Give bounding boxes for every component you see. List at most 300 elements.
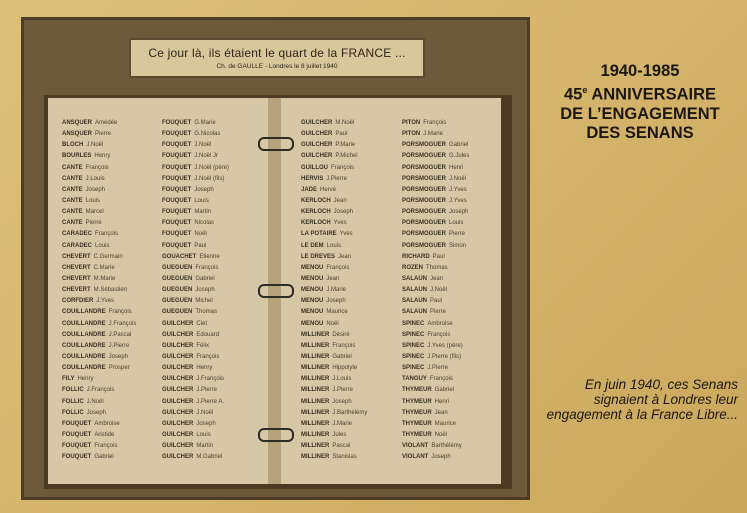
surname: MILLINER (301, 342, 330, 349)
given-name: Joseph (194, 186, 214, 193)
name-entry (301, 151, 407, 162)
surname: FOUQUET (162, 164, 192, 171)
binder-ring-top (258, 137, 294, 151)
name-entry (301, 285, 407, 296)
surname: CHEVERT (62, 275, 91, 282)
given-name: Gabriel (449, 142, 469, 149)
given-name: Paul (432, 253, 445, 260)
given-name: Joseph (431, 454, 451, 461)
surname: PITON (402, 131, 421, 138)
title-line-3: DES SENANS (586, 123, 694, 142)
name-entry (402, 330, 508, 341)
name-entry (402, 196, 508, 207)
surname: FOUQUET (162, 197, 192, 204)
surname: GUILCHER (301, 131, 333, 138)
name-entry (402, 285, 508, 296)
given-name: J.Noël (196, 409, 214, 416)
name-entry (402, 430, 508, 441)
surname: GUEGUEN (162, 275, 193, 282)
surname: COUILLANDRE (62, 309, 106, 316)
name-entry (162, 196, 268, 207)
surname: MENOU (301, 275, 324, 282)
name-entry (301, 207, 407, 218)
surname: MILLINER (301, 454, 330, 461)
given-name: François (196, 353, 220, 360)
surname: FOUQUET (162, 242, 192, 249)
surname: KERLOCH (301, 220, 331, 227)
given-name: P.Michel (335, 153, 358, 160)
given-name: Louis (85, 197, 101, 204)
name-entry (162, 430, 268, 441)
name-entry (162, 229, 268, 240)
given-name: J.Pierre (427, 365, 449, 372)
given-name: J.Yves (449, 197, 467, 204)
name-entry (62, 385, 168, 396)
name-entry (301, 163, 407, 174)
surname: FOUQUET (62, 431, 92, 438)
given-name: J.Marie (326, 287, 347, 294)
given-name: J.François (196, 376, 225, 383)
given-name: J.Pierre (326, 175, 347, 182)
name-entry (301, 174, 407, 185)
given-name: Etienne (199, 253, 220, 260)
name-entry (162, 129, 268, 140)
name-entry (162, 140, 268, 151)
surname: BOURLES (62, 153, 92, 160)
given-name: Joseph (85, 186, 106, 193)
given-name: François (326, 264, 350, 271)
surname: CORFDIER (62, 298, 94, 305)
surname: COUILLANDRE (62, 353, 106, 360)
given-name: J.Pierre (108, 342, 130, 349)
title-line-1 (552, 81, 728, 105)
name-entry (162, 385, 268, 396)
surname: PITON (402, 120, 421, 126)
given-name: C.Germain (93, 253, 123, 260)
title-ordinal-suffix: e (582, 85, 588, 95)
name-entry (402, 307, 508, 318)
name-column-3 (301, 118, 407, 463)
surname: GUILCHER (162, 398, 194, 405)
surname: PORSMOGUER (402, 231, 447, 238)
given-name: Joseph (195, 287, 215, 294)
name-entry (62, 452, 168, 463)
binder-ring-middle (258, 284, 294, 298)
name-entry (402, 129, 508, 140)
given-name: Yves (339, 231, 353, 238)
surname: SPINEC (402, 353, 425, 360)
given-name: Thomas (195, 309, 218, 316)
name-entry (162, 352, 268, 363)
given-name: J.Marie (423, 131, 443, 138)
given-name: Désiré (332, 331, 350, 338)
surname: FOLLIC (62, 409, 84, 416)
surname: GUILCHER (162, 454, 194, 461)
given-name: J.Pierre (fils) (427, 353, 462, 360)
name-entry (162, 441, 268, 452)
surname: CANTE (62, 209, 83, 216)
name-entry (301, 408, 407, 419)
surname: MENOU (301, 309, 324, 316)
surname: FOUQUET (162, 131, 192, 138)
surname: COUILLANDRE (62, 331, 106, 338)
given-name: J.Noël (86, 398, 104, 405)
surname: MILLINER (301, 365, 330, 372)
given-name: J.Louis (85, 175, 105, 182)
surname: THYMEUR (402, 387, 432, 394)
given-name: Pascal (332, 443, 351, 450)
name-entry (62, 229, 168, 240)
surname: MILLINER (301, 398, 330, 405)
name-entry (62, 352, 168, 363)
given-name: C.Marie (93, 264, 115, 271)
caption-text: En juin 1940, ces Senans signaient à Londres leur engagement à la France Libre... (546, 377, 738, 422)
surname: GUILCHER (162, 353, 194, 360)
surname: CANTE (62, 164, 83, 171)
name-entry (301, 352, 407, 363)
surname: SALAUN (402, 298, 427, 305)
given-name: Joseph (86, 409, 107, 416)
given-name: Jean (434, 409, 448, 416)
name-entry (162, 263, 268, 274)
name-entry (301, 374, 407, 385)
name-entry (402, 397, 508, 408)
surname: CANTE (62, 175, 83, 182)
name-entry (301, 319, 407, 330)
name-entry (301, 430, 407, 441)
name-entry (402, 151, 508, 162)
surname: FOUQUET (162, 220, 192, 227)
surname: SALAUN (402, 275, 427, 282)
name-entry (162, 307, 268, 318)
given-name: Gabriel (195, 275, 215, 282)
given-name: François (195, 264, 219, 271)
name-entry (162, 408, 268, 419)
given-name: Jean (326, 275, 340, 282)
surname: CARADEC (62, 242, 92, 249)
name-entry (301, 363, 407, 374)
surname: SPINEC (402, 365, 425, 372)
name-entry (162, 319, 268, 330)
given-name: Noël (434, 431, 448, 438)
name-entry (402, 374, 508, 385)
book-page-left (48, 98, 268, 484)
given-name: Ambroise (94, 420, 120, 427)
surname: FOUQUET (162, 175, 192, 182)
name-entry (62, 241, 168, 252)
surname: FOLLIC (62, 398, 84, 405)
given-name: François (94, 443, 118, 450)
given-name: Maurice (434, 420, 457, 427)
name-entry (162, 252, 268, 263)
given-name: Barthélémy (431, 443, 462, 450)
surname: ROZEN (402, 264, 423, 271)
name-entry (301, 397, 407, 408)
name-entry (162, 452, 268, 463)
given-name: Jean (338, 253, 352, 260)
surname: COUILLANDRE (62, 342, 106, 349)
given-name: Louis (449, 220, 464, 227)
given-name: François (332, 342, 356, 349)
given-name: Gabriel (434, 387, 455, 394)
surname: GOUACHET (162, 253, 197, 260)
surname: MENOU (301, 298, 324, 305)
given-name: G.Jules (449, 153, 470, 160)
given-name: François (429, 376, 453, 383)
surname: PORSMOGUER (402, 164, 447, 171)
surname: GUILCHER (301, 120, 333, 126)
given-name: J.Noël (86, 142, 104, 149)
surname: MILLINER (301, 409, 330, 416)
name-entry (402, 296, 508, 307)
given-name: Jules (332, 431, 347, 438)
name-entry (62, 285, 168, 296)
name-entry (301, 218, 407, 229)
surname: ANSQUER (62, 131, 93, 138)
given-name: Hervé (320, 186, 337, 193)
given-name: Prosper (108, 365, 130, 372)
title-anniversaire: ANNIVERSAIRE (587, 85, 717, 104)
given-name: Paul (430, 298, 443, 305)
name-entry (162, 151, 268, 162)
surname: GUEGUEN (162, 264, 193, 271)
surname: MENOU (301, 287, 324, 294)
name-column-4 (402, 118, 508, 463)
given-name: François (108, 309, 132, 316)
surname: CHEVERT (62, 264, 91, 271)
given-name: Henri (449, 164, 464, 171)
given-name: Martin (196, 443, 214, 450)
name-entry (62, 174, 168, 185)
given-name: Edouard (196, 331, 220, 338)
name-entry (301, 296, 407, 307)
surname: PORSMOGUER (402, 186, 447, 193)
surname: KERLOCH (301, 197, 331, 204)
given-name: Nicolas (194, 220, 215, 227)
surname: SALAUN (402, 287, 427, 294)
surname: PORSMOGUER (402, 209, 447, 216)
surname: GUILCHER (162, 443, 194, 450)
given-name: Noël (194, 231, 207, 238)
binder-ring-bottom (258, 428, 294, 442)
name-column-2 (162, 118, 268, 463)
surname: JADE (301, 186, 318, 193)
name-entry (301, 229, 407, 240)
quote-attribution: Ch. de GAULLE - Londres le 8 juillet 1940 (216, 63, 338, 70)
name-entry (402, 163, 508, 174)
given-name: François (95, 231, 119, 238)
given-name: Félix (196, 342, 210, 349)
given-name: M.Sébastien (93, 287, 128, 294)
name-entry (301, 330, 407, 341)
surname: GUEGUEN (162, 309, 193, 316)
given-name: Louis (194, 197, 209, 204)
surname: MILLINER (301, 420, 330, 427)
given-name: Pierre (95, 131, 112, 138)
name-entry (62, 252, 168, 263)
surname: KERLOCH (301, 209, 331, 216)
given-name: J.Marie (332, 420, 353, 427)
anniversary-title (552, 62, 728, 143)
given-name: Amédée (95, 120, 118, 126)
surname: GUILCHER (162, 365, 194, 372)
name-entry (402, 118, 508, 129)
name-entry (62, 218, 168, 229)
given-name: Yves (333, 220, 347, 227)
name-entry (162, 285, 268, 296)
given-name: Louis (196, 431, 211, 438)
name-entry (402, 229, 508, 240)
name-entry (62, 307, 168, 318)
surname: GUILLOU (301, 164, 328, 171)
surname: FOUQUET (62, 420, 92, 427)
name-entry (301, 419, 407, 430)
name-entry (162, 296, 268, 307)
given-name: Gabriel (332, 353, 352, 360)
given-name: Paul (335, 131, 348, 138)
surname: GUILCHER (301, 153, 333, 160)
given-name: François (331, 164, 355, 171)
surname: MENOU (301, 264, 324, 271)
surname: LE DREVES (301, 253, 336, 260)
given-name: Ambroise (427, 320, 453, 327)
surname: GUILCHER (162, 320, 194, 327)
given-name: Louis (326, 242, 342, 249)
name-entry (301, 140, 407, 151)
name-entry (62, 207, 168, 218)
name-entry (402, 452, 508, 463)
name-entry (402, 218, 508, 229)
name-entry (62, 129, 168, 140)
surname: CHEVERT (62, 287, 91, 294)
given-name: Joseph (196, 420, 216, 427)
surname: COUILLANDRE (62, 320, 106, 327)
surname: MILLINER (301, 353, 330, 360)
given-name: François (427, 331, 451, 338)
surname: GUILCHER (162, 342, 194, 349)
surname: PORSMOGUER (402, 153, 447, 160)
given-name: Jean (333, 197, 347, 204)
name-entry (402, 441, 508, 452)
given-name: Paul (194, 242, 207, 249)
name-entry (301, 341, 407, 352)
given-name: Thomas (426, 264, 448, 271)
given-name: Simon (449, 242, 467, 249)
name-entry (62, 185, 168, 196)
given-name: J.François (108, 320, 137, 327)
name-entry (301, 263, 407, 274)
name-entry (402, 207, 508, 218)
title-line-2: DE L’ENGAGEMENT (560, 104, 720, 123)
surname: FOLLIC (62, 387, 84, 394)
name-entry (162, 330, 268, 341)
given-name: Pierre (430, 309, 447, 316)
surname: MILLINER (301, 387, 330, 394)
surname: MENOU (301, 320, 324, 327)
name-entry (62, 341, 168, 352)
name-column-1 (62, 118, 168, 463)
given-name: Noël (326, 320, 339, 327)
surname: SALAUN (402, 309, 427, 316)
given-name: Aristide (94, 431, 115, 438)
surname: PORSMOGUER (402, 197, 447, 204)
surname: GUILCHER (162, 387, 194, 394)
surname: GUILCHER (162, 409, 194, 416)
given-name: Louis (95, 242, 110, 249)
surname: PORSMOGUER (402, 175, 447, 182)
name-entry (62, 151, 168, 162)
surname: MILLINER (301, 376, 330, 383)
given-name: Henry (94, 153, 111, 160)
surname: THYMEUR (402, 398, 432, 405)
given-name: J.Noël Jr (194, 153, 219, 160)
name-entry (402, 319, 508, 330)
surname: HERVIS (301, 175, 324, 182)
name-entry (162, 363, 268, 374)
name-entry (301, 241, 407, 252)
surname: SPINEC (402, 320, 425, 327)
given-name: M.Noël (335, 120, 355, 126)
name-entry (402, 341, 508, 352)
name-entry (162, 163, 268, 174)
name-entry (402, 419, 508, 430)
surname: CHEVERT (62, 253, 91, 260)
name-entry (62, 163, 168, 174)
name-entry (62, 140, 168, 151)
name-entry (62, 263, 168, 274)
name-entry (162, 207, 268, 218)
given-name: J.Barthélémy (332, 409, 368, 416)
given-name: Henry (196, 365, 213, 372)
name-entry (62, 274, 168, 285)
name-entry (402, 274, 508, 285)
given-name: Jean (430, 275, 444, 282)
name-entry (162, 374, 268, 385)
surname: LA POTAIRE (301, 231, 337, 238)
name-entry (162, 174, 268, 185)
surname: CANTE (62, 197, 83, 204)
quote-banner (129, 38, 425, 78)
name-entry (162, 241, 268, 252)
name-entry (402, 408, 508, 419)
name-entry (301, 252, 407, 263)
given-name: J.François (86, 387, 115, 394)
surname: FOUQUET (162, 142, 192, 149)
given-name: J.Louis (332, 376, 352, 383)
given-name: J.Noël (194, 142, 212, 149)
given-name: M.Marie (93, 275, 116, 282)
name-entry (162, 118, 268, 129)
name-entry (62, 419, 168, 430)
name-entry (62, 196, 168, 207)
name-entry (402, 263, 508, 274)
given-name: François (423, 120, 447, 126)
given-name: J.Noël (449, 175, 467, 182)
name-entry (62, 363, 168, 374)
surname: THYMEUR (402, 420, 432, 427)
surname: VIOLANT (402, 454, 429, 461)
name-entry (301, 441, 407, 452)
given-name: J.Pascal (108, 331, 132, 338)
name-entry (301, 118, 407, 129)
name-entry (162, 185, 268, 196)
surname: SPINEC (402, 342, 425, 349)
given-name: J.Noël (430, 287, 448, 294)
name-entry (301, 129, 407, 140)
given-name: G.Marie (194, 120, 216, 126)
name-entry (301, 196, 407, 207)
name-entry (301, 307, 407, 318)
